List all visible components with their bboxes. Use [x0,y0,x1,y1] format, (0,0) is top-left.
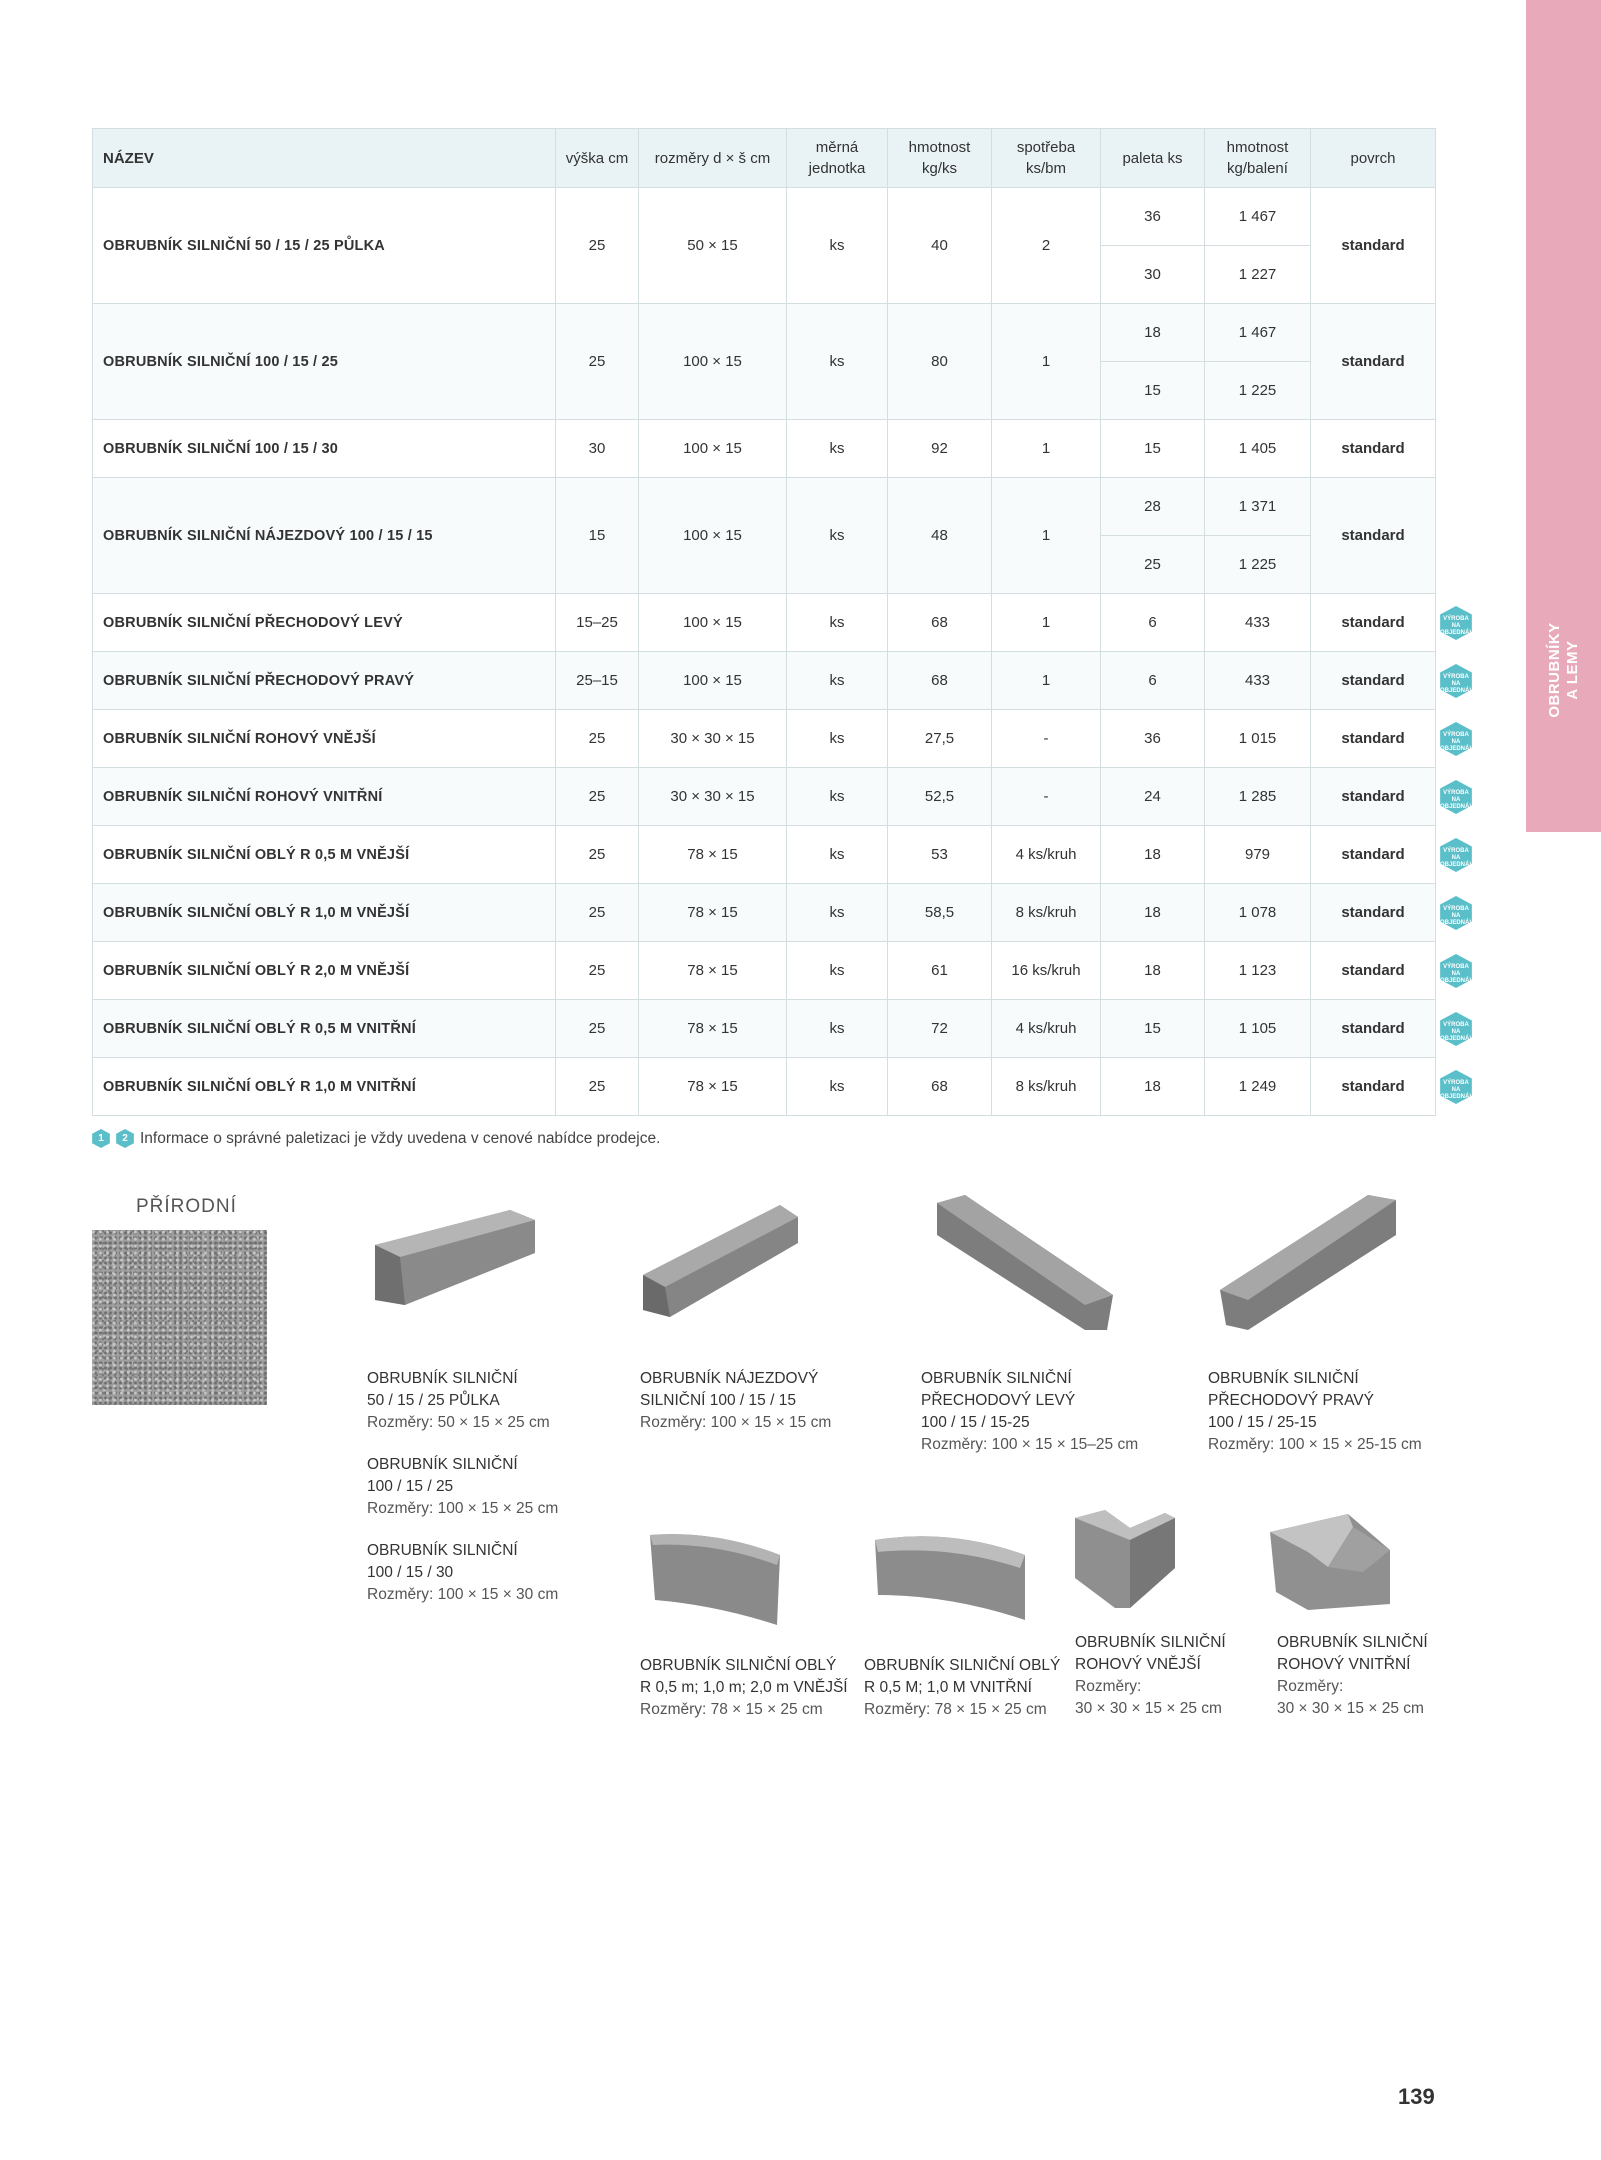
table-row [93,768,1436,826]
cell-pallet: 36 [1101,188,1205,246]
table-row [93,420,1436,478]
cell-consumption: 1 [992,478,1101,594]
cell-weight: 92 [888,420,992,478]
header-unit: měrná jednotka [787,129,888,188]
note-text: Informace o správné paletizaci je vždy uvedena v cenové nabídce prodejce. [140,1129,661,1147]
cell-surface: standard [1311,1000,1436,1058]
product-caption-6: OBRUBNÍK SILNIČNÍ PŘECHODOVÝ PRAVÝ 100 / 15 / 25-15 Rozměry: 100 × 15 × 25-15 cm [1208,1370,1422,1453]
cell-pallet: 28 [1101,478,1205,536]
product-3-title-1: OBRUBNÍK SILNIČNÍ [367,1542,518,1559]
made-to-order-badge-icon: VÝROBA NA OBJEDNÁVKU [1440,722,1472,756]
product-name: OBRUBNÍK SILNIČNÍ NÁJEZDOVÝ 100 / 15 / 15 [93,478,556,594]
cell-dims: 78 × 15 [639,1000,787,1058]
cell-weight: 72 [888,1000,992,1058]
product-name: OBRUBNÍK SILNIČNÍ OBLÝ R 0,5 M VNITŘNÍ [93,1000,556,1058]
cell-pallet-weight: 1 227 [1205,246,1311,304]
cell-weight: 61 [888,942,992,1000]
cell-pallet-weight: 1 467 [1205,188,1311,246]
cell-height: 25 [556,188,639,304]
header-pallet: paleta ks [1101,129,1205,188]
product-caption-5: OBRUBNÍK SILNIČNÍ PŘECHODOVÝ LEVÝ 100 / 15 / 15-25 Rozměry: 100 × 15 × 15–25 cm [921,1370,1139,1453]
cell-pallet: 15 [1101,1000,1205,1058]
cell-height: 25 [556,1000,639,1058]
product-name: OBRUBNÍK SILNIČNÍ 100 / 15 / 30 [93,420,556,478]
table-row [93,478,1436,536]
cell-weight: 48 [888,478,992,594]
cell-pallet-weight: 1 225 [1205,536,1311,594]
table-row [93,884,1436,942]
cell-height: 25 [556,942,639,1000]
cell-height: 25 [556,1058,639,1116]
cell-dims: 50 × 15 [639,188,787,304]
header-weight: hmotnost kg/ks [888,129,992,188]
product-image-corner-inner [1268,1512,1393,1612]
pallet-note [92,1129,660,1148]
made-to-order-badge-icon: VÝROBA NA OBJEDNÁVKU [1440,1070,1472,1104]
product-name: OBRUBNÍK SILNIČNÍ 50 / 15 / 25 PŮLKA [93,188,556,304]
product-name: OBRUBNÍK SILNIČNÍ OBLÝ R 0,5 M VNĚJŠÍ [93,826,556,884]
product-name: OBRUBNÍK SILNIČNÍ OBLÝ R 2,0 M VNĚJŠÍ [93,942,556,1000]
cell-pallet: 15 [1101,362,1205,420]
cell-weight: 80 [888,304,992,420]
product-1-title-2: 50 / 15 / 25 PŮLKA [367,1392,500,1409]
product-1-dims: Rozměry: 50 × 15 × 25 cm [367,1414,550,1431]
cell-surface: standard [1311,768,1436,826]
table-row [93,304,1436,362]
cell-pallet: 18 [1101,826,1205,884]
cell-dims: 100 × 15 [639,478,787,594]
cell-pallet-weight: 1 105 [1205,1000,1311,1058]
cell-consumption: - [992,710,1101,768]
cell-surface: standard [1311,420,1436,478]
cell-weight: 68 [888,594,992,652]
product-image-half-curb [370,1205,540,1335]
cell-unit: ks [787,420,888,478]
cell-pallet: 18 [1101,942,1205,1000]
marker-2-icon: 2 [116,1129,134,1148]
cell-height: 25 [556,884,639,942]
cell-height: 25–15 [556,652,639,710]
header-height: výška cm [556,129,639,188]
cell-pallet-weight: 1 371 [1205,478,1311,536]
product-caption-9: OBRUBNÍK SILNIČNÍ ROHOVÝ VNĚJŠÍ Rozměry: 30 × 30 × 15 × 25 cm [1075,1634,1226,1717]
table-body [93,188,1436,1116]
cell-consumption: 4 ks/kruh [992,826,1101,884]
header-name: NÁZEV [93,129,556,188]
cell-unit: ks [787,478,888,594]
cell-consumption: 8 ks/kruh [992,884,1101,942]
product-name: OBRUBNÍK SILNIČNÍ ROHOVÝ VNITŘNÍ [93,768,556,826]
cell-weight: 53 [888,826,992,884]
cell-pallet-weight: 433 [1205,652,1311,710]
cell-dims: 78 × 15 [639,826,787,884]
header-surface: povrch [1311,129,1436,188]
cell-dims: 100 × 15 [639,420,787,478]
cell-unit: ks [787,942,888,1000]
surface-swatch-image [92,1230,267,1405]
product-name: OBRUBNÍK SILNIČNÍ 100 / 15 / 25 [93,304,556,420]
cell-unit: ks [787,1058,888,1116]
cell-unit: ks [787,652,888,710]
table-row [93,188,1436,246]
table-row [93,652,1436,710]
product-caption-4: OBRUBNÍK NÁJEZDOVÝ SILNIČNÍ 100 / 15 / 15 Rozměry: 100 × 15 × 15 cm [640,1370,832,1431]
cell-dims: 100 × 15 [639,594,787,652]
table-row [93,1000,1436,1058]
product-name: OBRUBNÍK SILNIČNÍ PŘECHODOVÝ LEVÝ [93,594,556,652]
product-caption-7: OBRUBNÍK SILNIČNÍ OBLÝ R 0,5 m; 1,0 m; 2,0 m VNĚJŠÍ Rozměry: 78 × 15 × 25 cm [640,1657,848,1718]
made-to-order-badge-icon: VÝROBA NA OBJEDNÁVKU [1440,606,1472,640]
cell-pallet: 6 [1101,652,1205,710]
cell-consumption: 1 [992,594,1101,652]
product-3-title-2: 100 / 15 / 30 [367,1564,454,1581]
cell-weight: 68 [888,652,992,710]
cell-height: 25 [556,710,639,768]
cell-weight: 68 [888,1058,992,1116]
product-caption-10: OBRUBNÍK SILNIČNÍ ROHOVÝ VNITŘNÍ Rozměry: 30 × 30 × 15 × 25 cm [1277,1634,1428,1717]
product-name: OBRUBNÍK SILNIČNÍ OBLÝ R 1,0 M VNĚJŠÍ [93,884,556,942]
cell-pallet: 24 [1101,768,1205,826]
table-header [93,129,1436,188]
table-row [93,710,1436,768]
product-caption-8: OBRUBNÍK SILNIČNÍ OBLÝ R 0,5 M; 1,0 M VNITŘNÍ Rozměry: 78 × 15 × 25 cm [864,1657,1061,1718]
cell-consumption: 1 [992,420,1101,478]
cell-surface: standard [1311,884,1436,942]
cell-consumption: 4 ks/kruh [992,1000,1101,1058]
cell-dims: 78 × 15 [639,1058,787,1116]
cell-pallet-weight: 1 467 [1205,304,1311,362]
cell-weight: 58,5 [888,884,992,942]
product-2-title-2: 100 / 15 / 25 [367,1478,454,1495]
cell-consumption: 2 [992,188,1101,304]
cell-unit: ks [787,594,888,652]
cell-surface: standard [1311,478,1436,594]
side-tab-label: OBRUBNÍKY A LEMY [1545,622,1581,718]
product-name: OBRUBNÍK SILNIČNÍ ROHOVÝ VNĚJŠÍ [93,710,556,768]
cell-pallet-weight: 1 015 [1205,710,1311,768]
side-tab [1526,0,1601,832]
cell-unit: ks [787,1000,888,1058]
product-3-dims: Rozměry: 100 × 15 × 30 cm [367,1586,559,1603]
cell-pallet-weight: 979 [1205,826,1311,884]
cell-pallet-weight: 1 123 [1205,942,1311,1000]
made-to-order-badge-icon: VÝROBA NA OBJEDNÁVKU [1440,664,1472,698]
cell-dims: 30 × 30 × 15 [639,768,787,826]
cell-pallet-weight: 1 285 [1205,768,1311,826]
cell-unit: ks [787,826,888,884]
cell-surface: standard [1311,304,1436,420]
cell-pallet: 18 [1101,304,1205,362]
cell-consumption: 8 ks/kruh [992,1058,1101,1116]
product-1-title-1: OBRUBNÍK SILNIČNÍ [367,1370,518,1387]
cell-dims: 30 × 30 × 15 [639,710,787,768]
made-to-order-badge-icon: VÝROBA NA OBJEDNÁVKU [1440,838,1472,872]
cell-pallet-weight: 1 405 [1205,420,1311,478]
cell-pallet: 18 [1101,1058,1205,1116]
table-row [93,826,1436,884]
cell-weight: 52,5 [888,768,992,826]
cell-consumption: 1 [992,652,1101,710]
cell-surface: standard [1311,594,1436,652]
cell-dims: 78 × 15 [639,884,787,942]
product-2-title-1: OBRUBNÍK SILNIČNÍ [367,1456,518,1473]
cell-weight: 27,5 [888,710,992,768]
cell-consumption: 1 [992,304,1101,420]
cell-surface: standard [1311,1058,1436,1116]
cell-pallet-weight: 433 [1205,594,1311,652]
cell-height: 25 [556,826,639,884]
cell-height: 15 [556,478,639,594]
cell-surface: standard [1311,710,1436,768]
cell-dims: 100 × 15 [639,652,787,710]
table-row [93,1058,1436,1116]
cell-surface: standard [1311,826,1436,884]
cell-weight: 40 [888,188,992,304]
page-number: 139 [1398,2084,1435,2109]
made-to-order-badge-icon: VÝROBA NA OBJEDNÁVKU [1440,954,1472,988]
header-dims: rozměry d × š cm [639,129,787,188]
made-to-order-badge-icon: VÝROBA NA OBJEDNÁVKU [1440,896,1472,930]
cell-pallet-weight: 1 078 [1205,884,1311,942]
cell-unit: ks [787,768,888,826]
cell-consumption: - [992,768,1101,826]
made-to-order-badge-icon: VÝROBA NA OBJEDNÁVKU [1440,1012,1472,1046]
table-row [93,594,1436,652]
product-image-rounded-outer [645,1530,785,1630]
cell-pallet: 18 [1101,884,1205,942]
cell-pallet: 6 [1101,594,1205,652]
cell-height: 30 [556,420,639,478]
product-2-dims: Rozměry: 100 × 15 × 25 cm [367,1500,559,1517]
product-image-ramp-curb [640,1205,800,1335]
cell-pallet-weight: 1 225 [1205,362,1311,420]
cell-unit: ks [787,188,888,304]
cell-dims: 78 × 15 [639,942,787,1000]
cell-pallet: 25 [1101,536,1205,594]
cell-unit: ks [787,710,888,768]
product-name: OBRUBNÍK SILNIČNÍ OBLÝ R 1,0 M VNITŘNÍ [93,1058,556,1116]
product-image-transition-left [935,1195,1115,1335]
cell-unit: ks [787,884,888,942]
product-image-corner-outer [1070,1508,1180,1613]
spec-table [92,128,1436,1116]
cell-pallet: 15 [1101,420,1205,478]
cell-height: 25 [556,304,639,420]
cell-unit: ks [787,304,888,420]
cell-surface: standard [1311,188,1436,304]
made-to-order-badge-icon: VÝROBA NA OBJEDNÁVKU [1440,780,1472,814]
surface-title: PŘÍRODNÍ [136,1196,237,1217]
table-row [93,942,1436,1000]
cell-height: 25 [556,768,639,826]
product-name: OBRUBNÍK SILNIČNÍ PŘECHODOVÝ PRAVÝ [93,652,556,710]
cell-surface: standard [1311,942,1436,1000]
cell-consumption: 16 ks/kruh [992,942,1101,1000]
cell-surface: standard [1311,652,1436,710]
header-consumption: spotřeba ks/bm [992,129,1101,188]
cell-pallet-weight: 1 249 [1205,1058,1311,1116]
product-image-rounded-inner [870,1530,1030,1630]
cell-dims: 100 × 15 [639,304,787,420]
header-pallet-weight: hmotnost kg/balení [1205,129,1311,188]
product-caption-group-1 [367,1368,558,1606]
cell-height: 15–25 [556,594,639,652]
cell-pallet: 36 [1101,710,1205,768]
product-image-transition-right [1218,1195,1398,1335]
marker-1-icon: 1 [92,1129,110,1148]
cell-pallet: 30 [1101,246,1205,304]
